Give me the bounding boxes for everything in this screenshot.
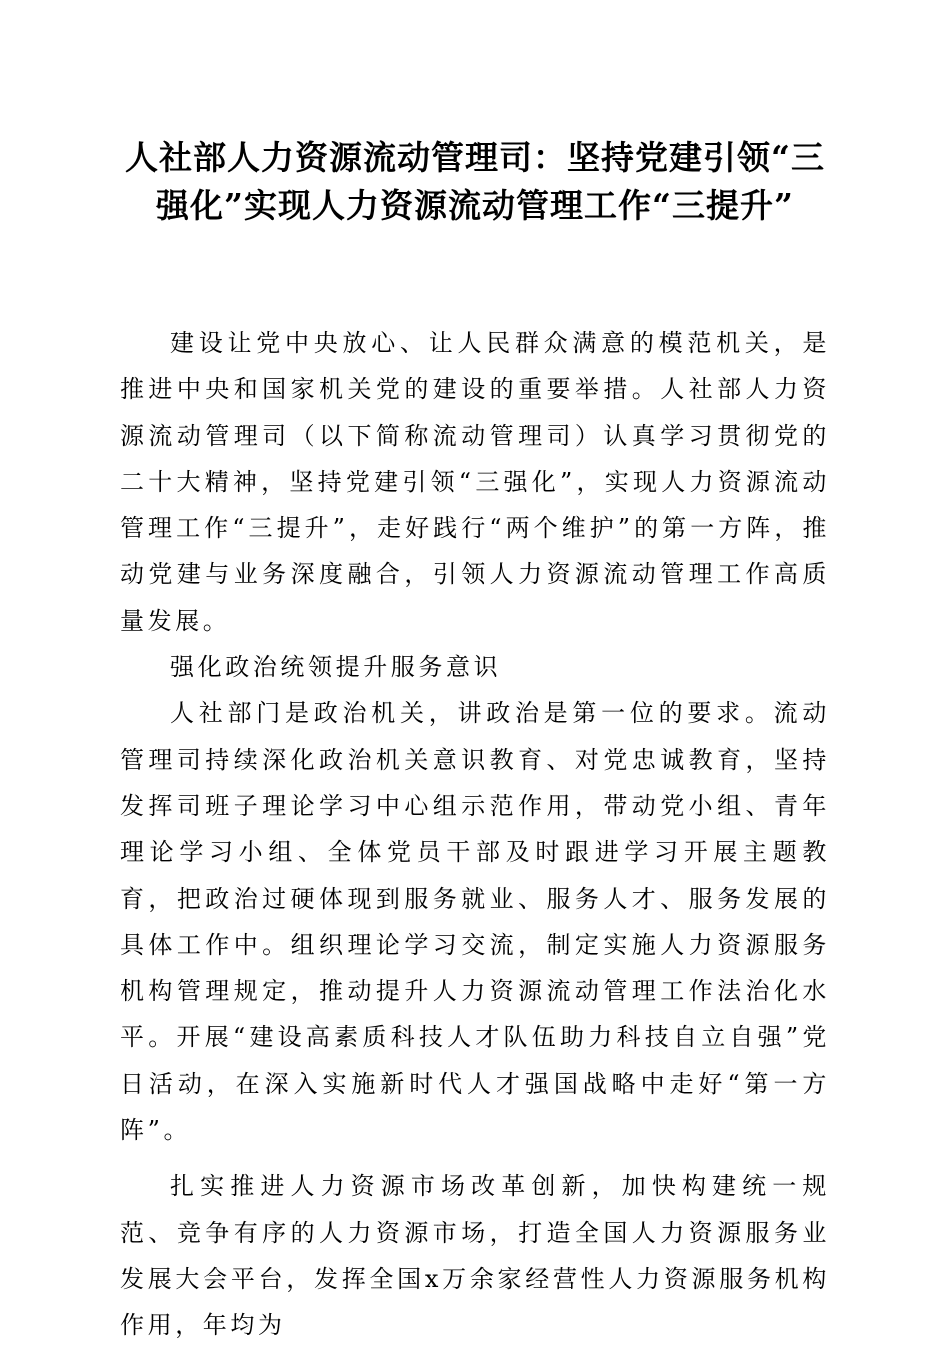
body-paragraph: 人社部门是政治机关，讲政治是第一位的要求。流动管理司持续深化政治机关意识教育、对党忠诚教育，坚持发挥司班子理论学习中心组示范作用，带动党小组、青年理论学习小组、全体党员干部及时跟进学习开展主题教育，把政治过硬体现到服务就业、服务人才、服务发展的具体工作中。组织理论学习交流，制定实施人力资源服务机构管理规定，推动提升人力资源流动管理工作法治化水平。开展“建设高素质科技人才队伍助力科技自立自强”党日活动，在深入实施新时代人才强国战略中走好“第一方阵”。 (120, 699, 830, 1145)
section-heading: 强化政治统领提升服务意识 (170, 653, 502, 682)
document-body (120, 320, 830, 1349)
body-paragraph: 扎实推进人力资源市场改革创新，加快构建统一规范、竞争有序的人力资源市场，打造全国人力资源服务业发展大会平台，发挥全国x万余家经营性人力资源服务机构作用，年均为 (120, 1172, 830, 1340)
document-title: 人社部人力资源流动管理司：坚持党建引领“三强化”实现人力资源流动管理工作“三提升” (125, 138, 825, 225)
intro-paragraph: 建设让党中央放心、让人民群众满意的模范机关，是推进中央和国家机关党的建设的重要举措。人社部人力资源流动管理司（以下简称流动管理司）认真学习贯彻党的二十大精神，坚持党建引领“三强化”，实现人力资源流动管理工作“三提升”，走好践行“两个维护”的第一方阵，推动党建与业务深度融合，引领人力资源流动管理工作高质量发展。 (120, 329, 830, 635)
